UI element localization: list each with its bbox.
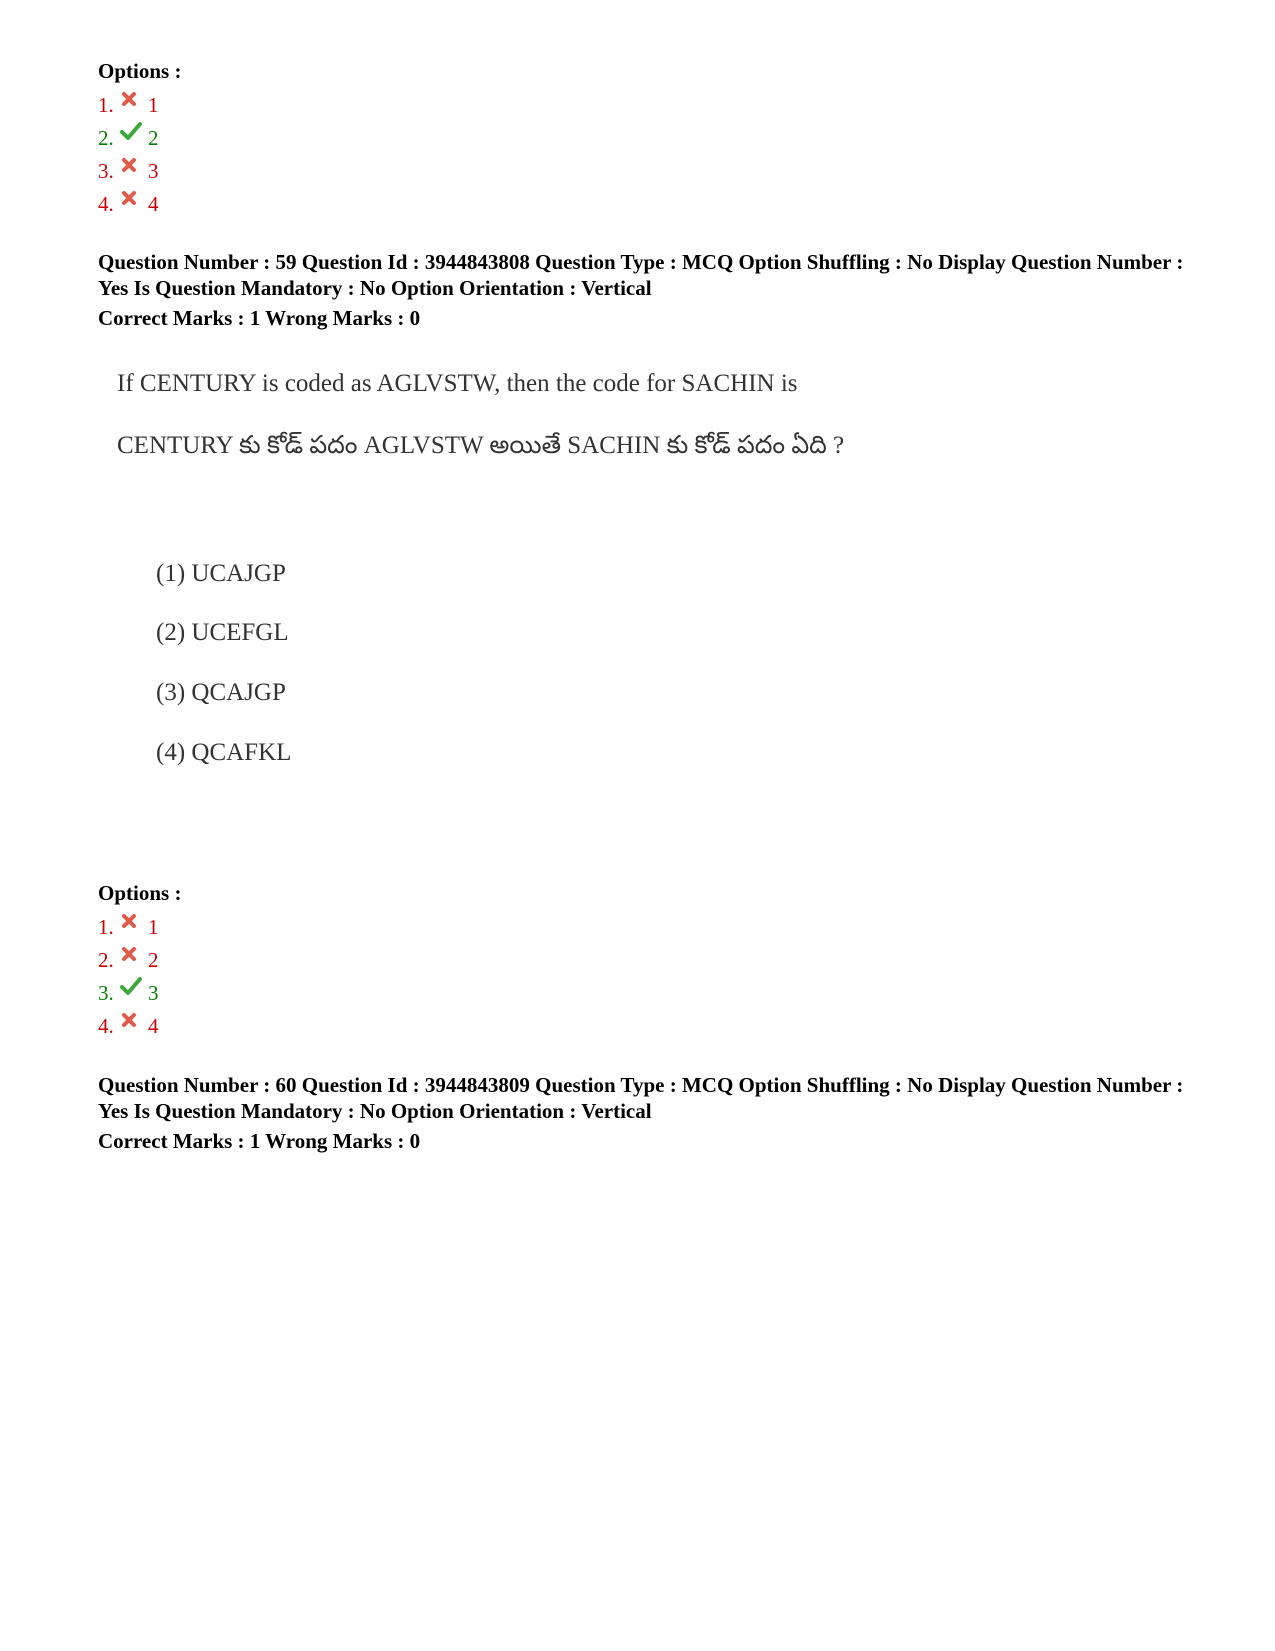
option-value: 3 (148, 981, 159, 1005)
option-number: 2. (98, 126, 114, 150)
check-icon (120, 121, 146, 143)
option-number: 3. (98, 159, 114, 183)
option-value: 4 (148, 192, 159, 216)
question-choice: (4) QCAFKL (156, 739, 292, 766)
option-value: 2 (148, 126, 159, 150)
option-number: 4. (98, 1014, 114, 1038)
question-meta: Question Number : 59 Question Id : 3944843808 Question Type : MCQ Option Shuffling : No Display Question Number : Yes Is Question Mandatory : No Option Orientation : Vertical (98, 250, 1184, 300)
option-row (98, 914, 159, 940)
cross-icon (120, 943, 146, 965)
option-row (98, 191, 159, 217)
question-choice: (3) QCAJGP (156, 679, 286, 706)
cross-icon (120, 910, 146, 932)
option-row (98, 980, 159, 1006)
question-marks: Correct Marks : 1 Wrong Marks : 0 (98, 1129, 421, 1153)
check-icon (120, 976, 146, 998)
cross-icon (120, 1009, 146, 1031)
option-row (98, 158, 159, 184)
question-choice: (1) UCAJGP (156, 560, 286, 587)
question-image (100, 368, 1050, 828)
option-number: 2. (98, 948, 114, 972)
question-text-telugu: CENTURY కు కోడ్ పదం AGLVSTW అయితే SACHIN కు కోడ్ పదం ఏది ? (117, 432, 845, 459)
option-value: 3 (148, 159, 159, 183)
cross-icon (120, 187, 146, 209)
option-value: 4 (148, 1014, 159, 1038)
option-row (98, 92, 159, 118)
option-value: 2 (148, 948, 159, 972)
option-number: 1. (98, 915, 114, 939)
option-row (98, 1013, 159, 1039)
question-marks: Correct Marks : 1 Wrong Marks : 0 (98, 306, 421, 330)
option-number: 1. (98, 93, 114, 117)
question-text-english: If CENTURY is coded as AGLVSTW, then the code for SACHIN is (117, 370, 798, 397)
question-choice: (2) UCEFGL (156, 619, 289, 646)
options-label: Options : (98, 59, 182, 83)
option-row (98, 125, 159, 151)
options-label: Options : (98, 881, 182, 905)
option-number: 3. (98, 981, 114, 1005)
question-meta: Question Number : 60 Question Id : 3944843809 Question Type : MCQ Option Shuffling : No Display Question Number : Yes Is Question Mandatory : No Option Orientation : Vertical (98, 1073, 1184, 1123)
option-number: 4. (98, 192, 114, 216)
cross-icon (120, 88, 146, 110)
cross-icon (120, 154, 146, 176)
option-value: 1 (148, 93, 159, 117)
option-row (98, 947, 159, 973)
option-value: 1 (148, 915, 159, 939)
